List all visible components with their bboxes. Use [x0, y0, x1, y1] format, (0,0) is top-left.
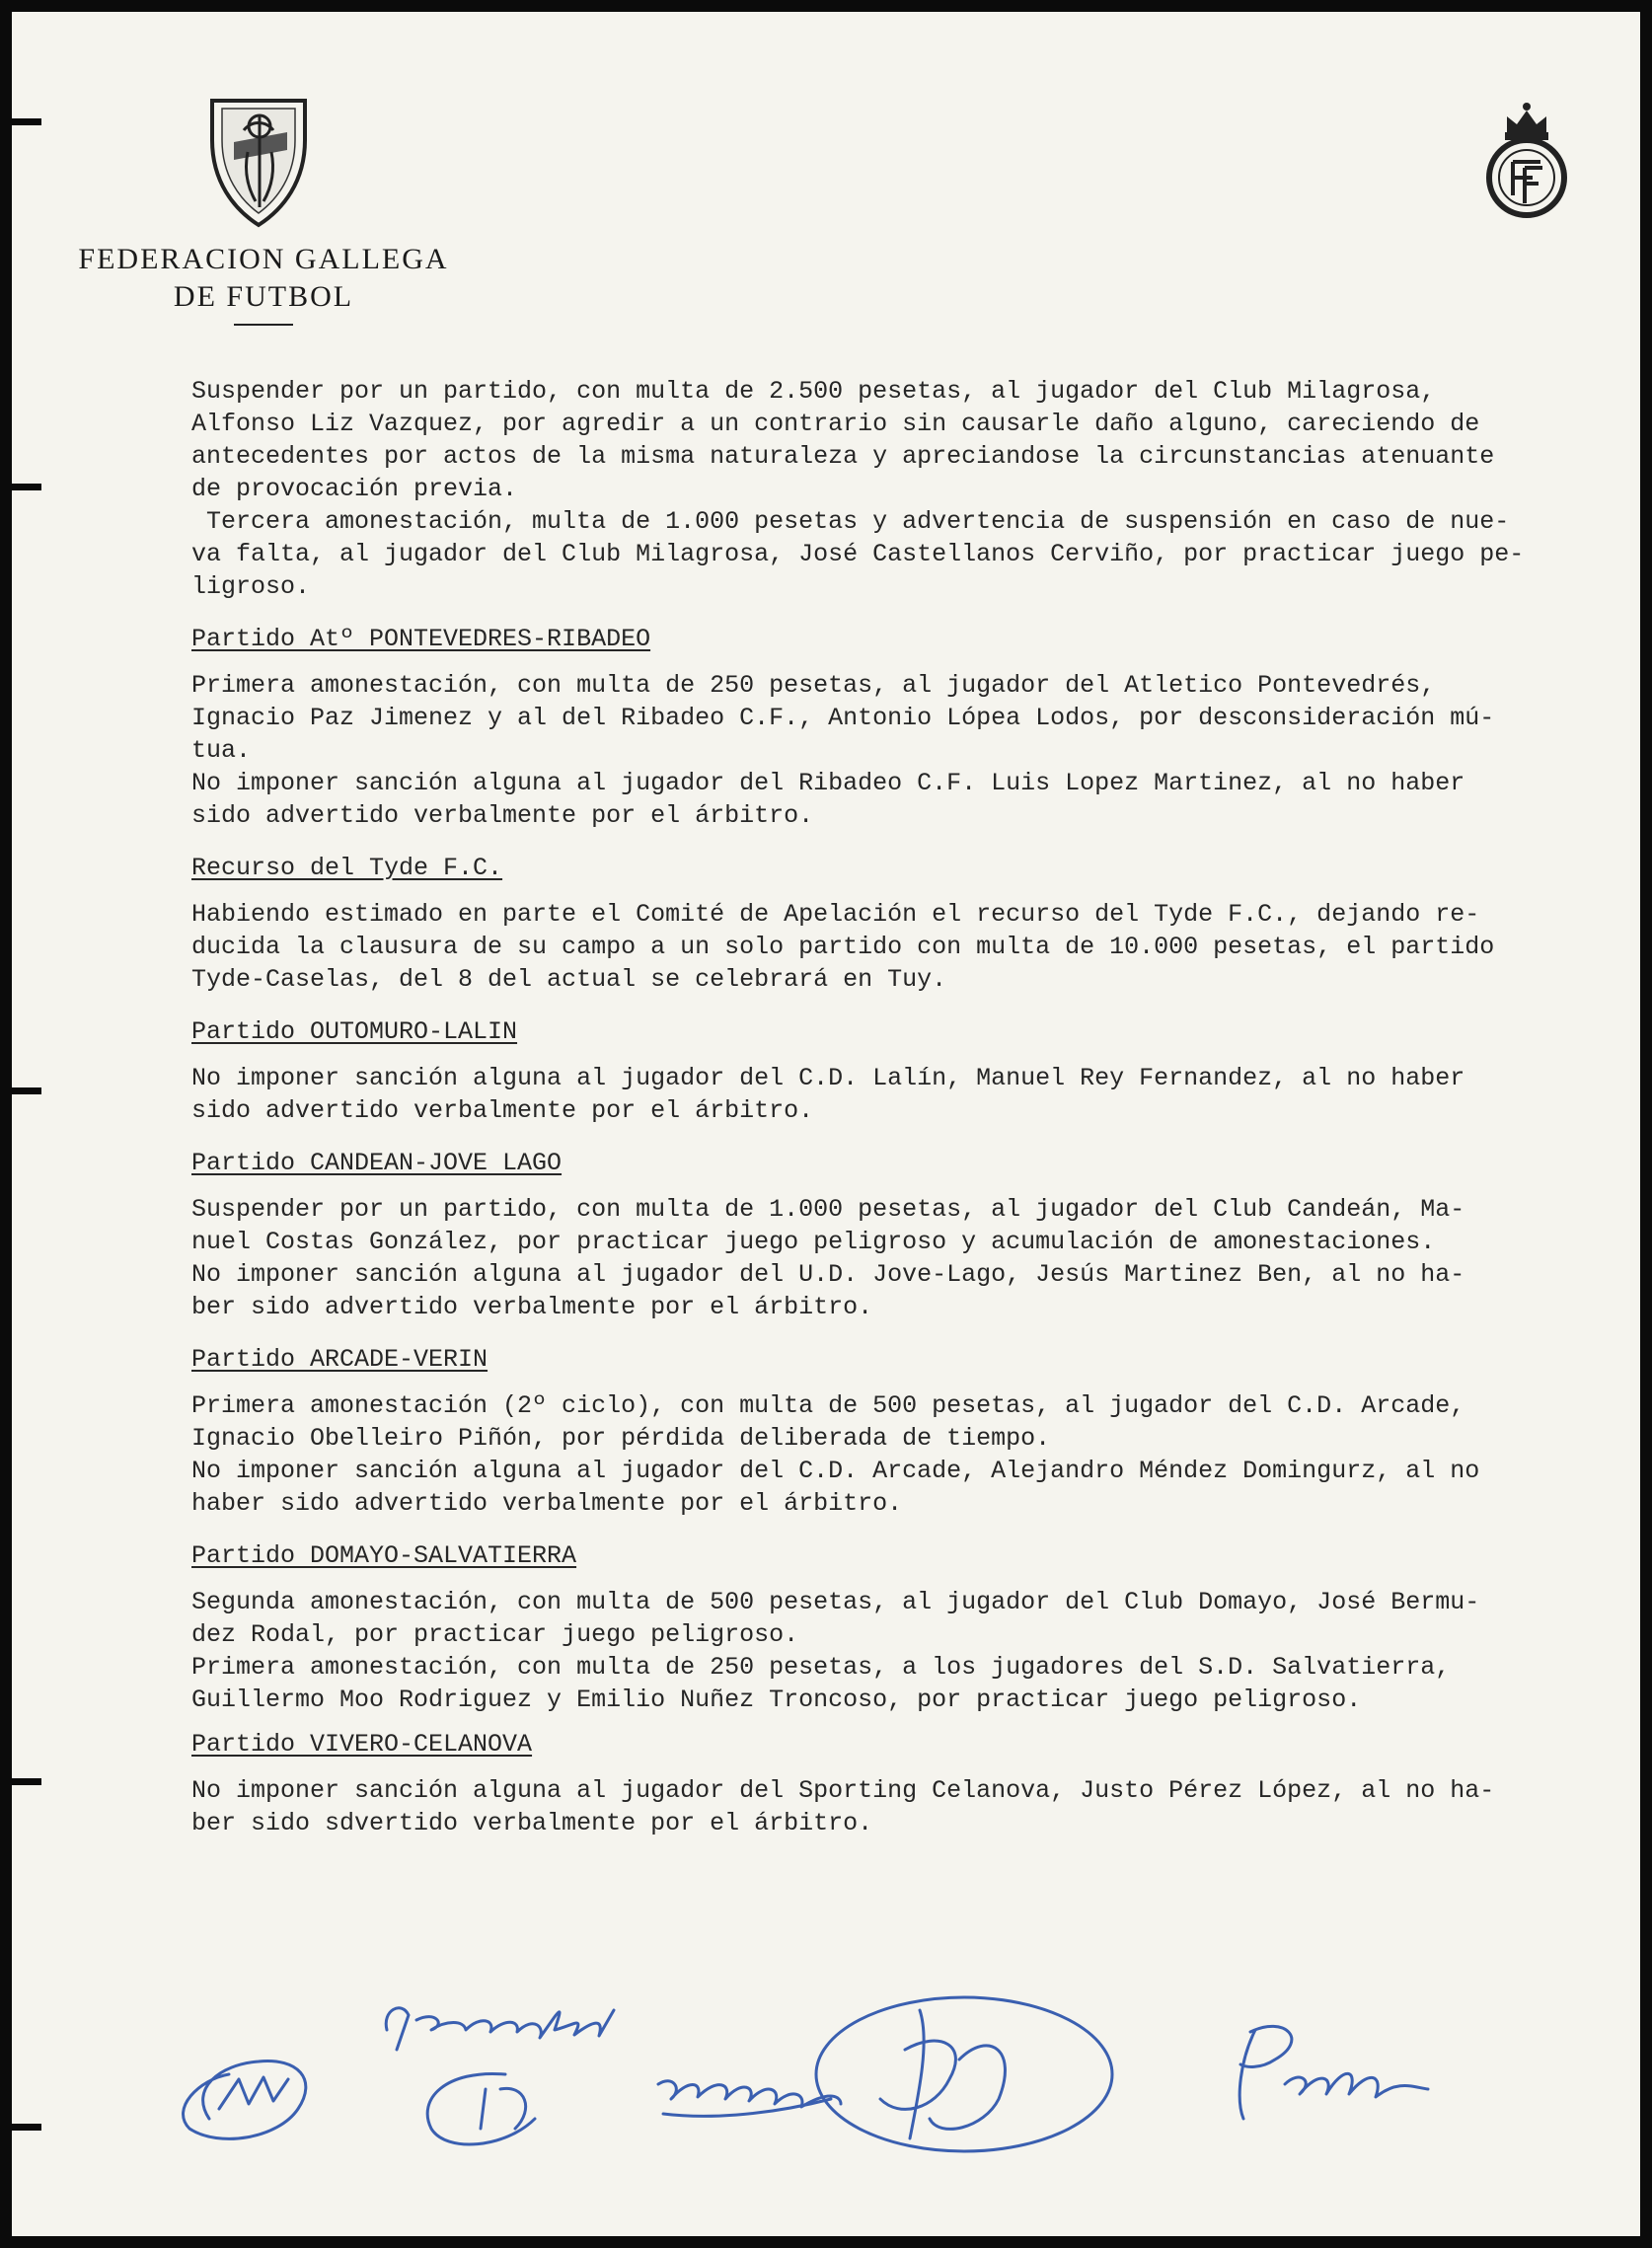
text-line: Primera amonestación, con multa de 250 pesetas, al jugador del Atletico Pontevedrés, — [191, 671, 1436, 700]
text-line: No imponer sanción alguna al jugador del C.D. Arcade, Alejandro Méndez Domingurz, al no — [191, 1457, 1480, 1485]
text-line: Ignacio Paz Jimenez y al del Ribadeo C.F., Antonio Lópea Lodos, por desconsideración mú- — [191, 704, 1495, 732]
text-line: Habiendo estimado en parte el Comité de Apelación el recurso del Tyde F.C., dejando re- — [191, 900, 1480, 929]
text-line: sido advertido verbalmente por el árbitro. — [191, 801, 814, 830]
section-pontevedres-ribadeo — [191, 623, 1613, 832]
galician-federation-shield-icon — [204, 93, 313, 231]
section-candean-jove-lago — [191, 1147, 1613, 1323]
text-line: antecedentes por actos de la misma naturaleza y apreciandose la circunstancias atenuante — [191, 442, 1495, 471]
handwritten-signatures-icon — [150, 1971, 1532, 2168]
text-line: ber sido sdvertido verbalmente por el árbitro. — [191, 1809, 873, 1837]
section-heading: Partido Atº PONTEVEDRES-RIBADEO — [191, 625, 651, 653]
text-line: va falta, al jugador del Club Milagrosa, José Castellanos Cerviño, por practicar juego pe- — [191, 540, 1525, 568]
section-heading: Partido DOMAYO-SALVATIERRA — [191, 1541, 577, 1570]
text-line: ligroso. — [191, 572, 311, 601]
text-line: Alfonso Liz Vazquez, por agredir a un contrario sin causarle daño alguno, careciendo de — [191, 410, 1480, 438]
federation-name — [51, 241, 476, 316]
section-heading: Partido OUTOMURO-LALIN — [191, 1017, 518, 1046]
section-domayo-salvatierra — [191, 1539, 1613, 1716]
text-line: Suspender por un partido, con multa de 2.500 pesetas, al jugador del Club Milagrosa, — [191, 377, 1436, 406]
text-line: No imponer sanción alguna al jugador del Sporting Celanova, Justo Pérez López, al no ha- — [191, 1776, 1495, 1805]
text-line: dez Rodal, por practicar juego peligroso. — [191, 1620, 799, 1649]
section-outomuro-lalin — [191, 1015, 1613, 1127]
royal-spanish-federation-crest-icon — [1477, 93, 1576, 231]
federation-name-line-1: FEDERACION GALLEGA — [78, 243, 449, 275]
section-recurso-tyde — [191, 852, 1613, 996]
text-line: ducida la clausura de su campo a un solo partido con multa de 10.000 pesetas, el partido — [191, 933, 1495, 961]
federation-name-line-2: DE FUTBOL — [173, 280, 354, 313]
intro-paragraph — [191, 375, 1613, 603]
text-line: No imponer sanción alguna al jugador del Ribadeo C.F. Luis Lopez Martinez, al no haber — [191, 769, 1465, 797]
binder-hole — [12, 484, 41, 490]
header-divider — [234, 324, 293, 326]
text-line: Primera amonestación (2º ciclo), con multa de 500 pesetas, al jugador del C.D. Arcade, — [191, 1391, 1465, 1420]
text-line: Ignacio Obelleiro Piñón, por pérdida deliberada de tiempo. — [191, 1424, 1051, 1453]
section-heading: Partido CANDEAN-JOVE LAGO — [191, 1149, 563, 1177]
binder-hole — [12, 2124, 41, 2131]
text-line: sido advertido verbalmente por el árbitro. — [191, 1096, 814, 1125]
text-line: ber sido advertido verbalmente por el árbitro. — [191, 1293, 873, 1321]
text-line: Suspender por un partido, con multa de 1.000 pesetas, al jugador del Club Candeán, Ma- — [191, 1195, 1465, 1224]
binder-hole — [12, 1778, 41, 1785]
text-line: Tercera amonestación, multa de 1.000 pesetas y advertencia de suspensión en caso de nue- — [206, 507, 1510, 536]
text-line: No imponer sanción alguna al jugador del C.D. Lalín, Manuel Rey Fernandez, al no haber — [191, 1064, 1465, 1092]
text-line: Guillermo Moo Rodriguez y Emilio Nuñez Troncoso, por practicar juego peligroso. — [191, 1686, 1362, 1714]
section-heading: Recurso del Tyde F.C. — [191, 854, 503, 882]
text-line: Primera amonestación, con multa de 250 pesetas, a los jugadores del S.D. Salvatierra, — [191, 1653, 1451, 1682]
section-heading: Partido ARCADE-VERIN — [191, 1345, 488, 1374]
section-heading: Partido VIVERO-CELANOVA — [191, 1730, 533, 1759]
section-arcade-verin — [191, 1343, 1613, 1520]
section-vivero-celanova — [191, 1728, 1613, 1839]
text-line: Tyde-Caselas, del 8 del actual se celebrará en Tuy. — [191, 965, 947, 994]
text-line: tua. — [191, 736, 252, 765]
binder-hole — [12, 1087, 41, 1094]
binder-hole — [12, 118, 41, 125]
resolutions-body — [191, 375, 1613, 1839]
document-page — [12, 12, 1640, 2236]
text-line: de provocación previa. — [191, 475, 518, 503]
text-line: Segunda amonestación, con multa de 500 pesetas, al jugador del Club Domayo, José Bermu- — [191, 1588, 1480, 1616]
text-line: No imponer sanción alguna al jugador del U.D. Jove-Lago, Jesús Martinez Ben, al no ha- — [191, 1260, 1465, 1289]
text-line: nuel Costas González, por practicar juego peligroso y acumulación de amonestaciones. — [191, 1228, 1436, 1256]
text-line: haber sido advertido verbalmente por el árbitro. — [191, 1489, 903, 1518]
